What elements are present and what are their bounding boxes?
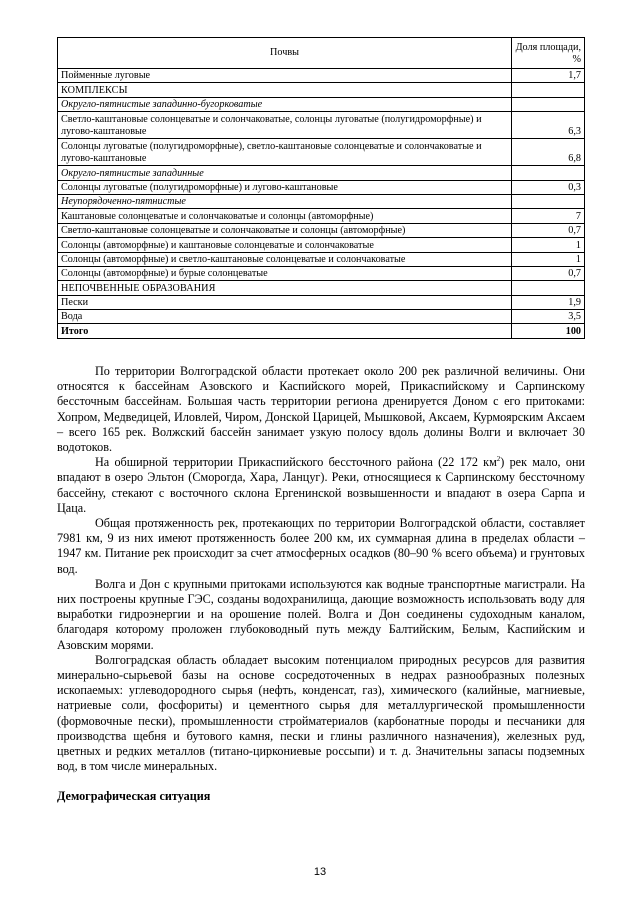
- header-share: Доля площади, %: [512, 38, 585, 69]
- table-row: [58, 180, 585, 194]
- caspian-text-after: ) рек мало, они впадают в озеро Эльтон (Сморогда, Хара, Ланцуг). Реки, относящиеся к Сарпинскому бессточному бассейну, стекают с восточного склона Ергенинской возвышенности и впадают в озера Сарпа и Цаца.: [57, 455, 585, 515]
- table-row: [58, 281, 585, 295]
- table-row: [58, 139, 585, 166]
- section-heading: Демографическая ситуация: [57, 789, 211, 804]
- share-cell: 0,7: [512, 266, 585, 280]
- share-cell: 3,5: [512, 310, 585, 324]
- share-cell: 1: [512, 252, 585, 266]
- table-row: [58, 223, 585, 237]
- table-row: [58, 324, 585, 338]
- soil-type-cell: Светло-каштановые солонцеватые и солончаковатые и солонцы (автоморфные): [58, 223, 512, 237]
- soil-type-cell: Светло-каштановые солонцеватые и солончаковатые, солонцы луговатые (полугидроморфные) и лугово-каштановые: [58, 112, 512, 139]
- soil-type-cell: Пески: [58, 295, 512, 309]
- soil-type-cell: Округло-пятнистые западинно-бугорковатые: [58, 97, 512, 111]
- km2-superscript: 2: [496, 455, 501, 464]
- table-row: [58, 69, 585, 83]
- share-cell: [512, 281, 585, 295]
- soil-type-cell: Солонцы (автоморфные) и бурые солонцеватые: [58, 266, 512, 280]
- table-row: [58, 209, 585, 223]
- header-soil: Почвы: [58, 38, 512, 69]
- share-cell: 1,9: [512, 295, 585, 309]
- table-row: [58, 112, 585, 139]
- paragraph-minerals: Волгоградская область обладает высоким потенциалом природных ресурсов для развития минерально-сырьевой базы на основе сосредоточенных в недрах разнообразных полезных ископаемых: углеводородного сырья (нефть, конденсат, газ), химического (калийные, магниевые, натриевые соли, фосфориты) и цементного сырья для металлургической промышленности (формовочные пески), промышленности стройматериалов (карбонатные породы и песчаники для производства щебня и бутового камня, пески и глины различного назначения), железных руд, цветных и редких металлов (титано-циркониевые россыпи) и т. д. Значительны запасы подземных вод, в том числе минеральных.: [57, 652, 585, 774]
- paragraph-length: Общая протяженность рек, протекающих по территории Волгоградской области, составляет 7981 км, 9 из них имеют протяженность более 200 км, их суммарная длина в пределах области – 1947 км. Питание рек происходит за счет атмосферных осадков (80–90 % всего объема) и грунтовых вод.: [57, 516, 585, 576]
- soil-type-cell: Солонцы луговатые (полугидроморфные), светло-каштановые солонцеватые и солончаковатые и лугово-каштановые: [58, 139, 512, 166]
- soil-type-cell: Итого: [58, 324, 512, 338]
- table-row: [58, 252, 585, 266]
- soil-type-cell: Неупорядоченно-пятнистые: [58, 194, 512, 208]
- paragraph-transport: Волга и Дон с крупными притоками используются как водные транспортные магистрали. На них построены крупные ГЭС, созданы водохранилища, дающие возможность использовать воду для выработки гидроэнергии и на орошение полей. Волга и Дон соединены судоходным каналом, благодаря которому проложен глубоководный путь между Балтийским, Белым, Каспийским и Азовским морями.: [57, 576, 585, 652]
- table-row: [58, 266, 585, 280]
- share-cell: [512, 194, 585, 208]
- share-cell: [512, 97, 585, 111]
- table-header-row: [58, 38, 585, 69]
- soil-share-table: [57, 37, 585, 339]
- soil-type-cell: Каштановые солонцеватые и солончаковатые и солонцы (автоморфные): [58, 209, 512, 223]
- table-row: [58, 295, 585, 309]
- share-cell: 1,7: [512, 69, 585, 83]
- share-cell: [512, 166, 585, 180]
- soil-type-cell: КОМПЛЕКСЫ: [58, 83, 512, 97]
- table-row: [58, 194, 585, 208]
- table-row: [58, 166, 585, 180]
- soil-type-cell: Округло-пятнистые западинные: [58, 166, 512, 180]
- table-row: [58, 310, 585, 324]
- page-number: 13: [313, 866, 327, 878]
- table-row: [58, 83, 585, 97]
- share-cell: 0,7: [512, 223, 585, 237]
- body-text: [57, 364, 585, 805]
- soil-type-cell: Солонцы (автоморфные) и каштановые солонцеватые и солончаковатые: [58, 238, 512, 252]
- table-row: [58, 97, 585, 111]
- soil-type-cell: Пойменные луговые: [58, 69, 512, 83]
- soil-type-cell: НЕПОЧВЕННЫЕ ОБРАЗОВАНИЯ: [58, 281, 512, 295]
- share-cell: 0,3: [512, 180, 585, 194]
- share-cell: 7: [512, 209, 585, 223]
- soil-type-cell: Вода: [58, 310, 512, 324]
- share-cell: 1: [512, 238, 585, 252]
- soil-type-cell: Солонцы (автоморфные) и светло-каштановые солонцеватые и солончаковатые: [58, 252, 512, 266]
- share-cell: 100: [512, 324, 585, 338]
- share-cell: 6,3: [512, 112, 585, 139]
- table-row: [58, 238, 585, 252]
- caspian-text-before: На обширной территории Прикаспийского бессточного района (22 172 км: [95, 455, 497, 470]
- paragraph-rivers: По территории Волгоградской области протекает около 200 рек различной величины. Они относятся к бассейнам Азовского и Каспийского морей, Прикаспийскому и Сарпинскому бессточным бассейнам. Большая часть территории региона дренируется Доном с его притоками: Хопром, Медведицей, Иловлей, Чиром, Донской Царицей, Мышковой, Аксаем, Курмоярским Аксаем – всего 165 рек. Волжский бассейн занимает узкую полосу вдоль долины Волги и включает 30 водотоков.: [57, 364, 585, 455]
- share-cell: 6,8: [512, 139, 585, 166]
- soil-type-cell: Солонцы луговатые (полугидроморфные) и лугово-каштановые: [58, 180, 512, 194]
- share-cell: [512, 83, 585, 97]
- paragraph-caspian: [57, 455, 585, 516]
